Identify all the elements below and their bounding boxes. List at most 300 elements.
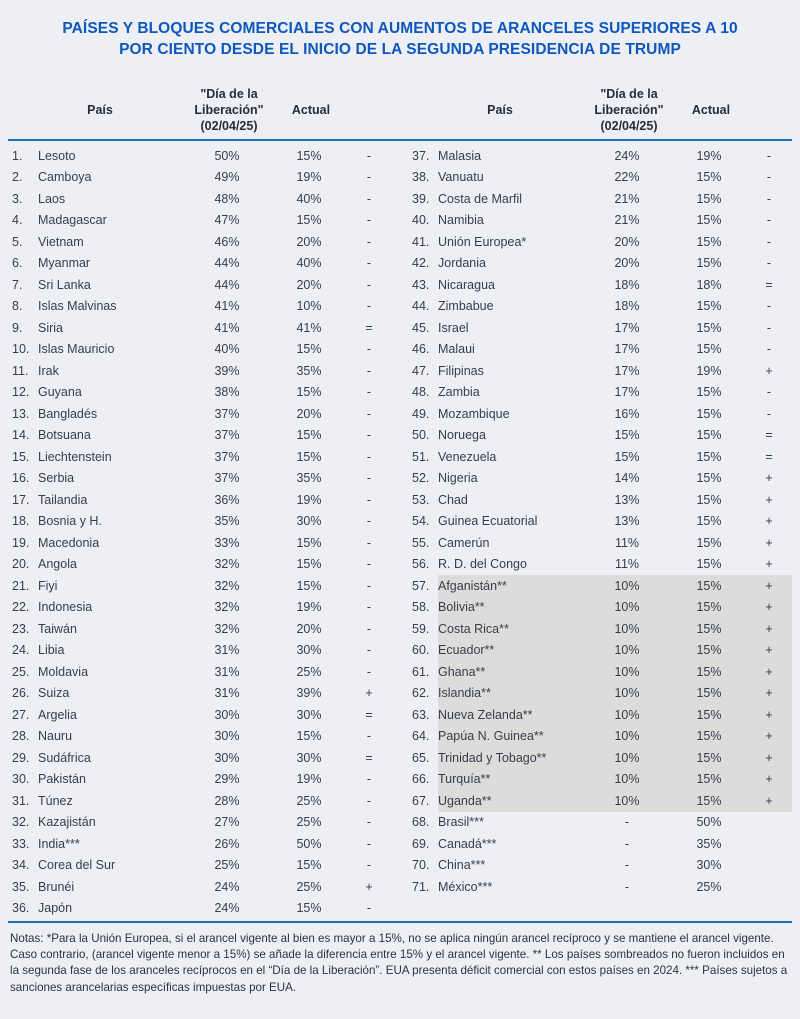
row-content <box>438 833 792 855</box>
row-content <box>38 812 392 834</box>
actual-value: 15% <box>696 471 722 486</box>
country-name: Trinidad y Tobago** <box>438 750 547 765</box>
change-symbol: - <box>366 729 372 744</box>
change-symbol: - <box>366 213 372 228</box>
actual-value: 15% <box>696 428 722 443</box>
country-name: México*** <box>438 879 493 894</box>
actual-value: 15% <box>296 213 322 228</box>
row-content <box>438 360 792 382</box>
row-number: 18. <box>12 514 30 529</box>
country-name: Afganistán** <box>438 578 507 593</box>
row-content <box>38 855 392 877</box>
actual-value: 35% <box>296 363 322 378</box>
table-column-right <box>400 145 800 919</box>
liberation-value: 10% <box>614 578 640 593</box>
row-content <box>438 554 792 576</box>
actual-value: 15% <box>296 449 322 464</box>
row-content <box>438 468 792 490</box>
country-name: Filipinas <box>438 363 484 378</box>
change-symbol: - <box>366 514 372 529</box>
change-symbol: - <box>366 428 372 443</box>
liberation-value: 37% <box>214 406 240 421</box>
actual-value: 15% <box>296 148 322 163</box>
change-symbol: + <box>765 729 773 744</box>
row-number: 4. <box>12 213 23 228</box>
row-number: 68. <box>412 815 430 830</box>
change-symbol: - <box>366 578 372 593</box>
change-symbol: = <box>365 707 373 722</box>
liberation-value: 36% <box>214 492 240 507</box>
liberation-value: 44% <box>214 256 240 271</box>
table-row <box>0 231 400 253</box>
table-row <box>0 726 400 748</box>
row-number: 66. <box>412 772 430 787</box>
table-row <box>400 661 800 683</box>
change-symbol: - <box>366 643 372 658</box>
header-actual-label: Actual <box>291 103 331 117</box>
table-row <box>0 898 400 920</box>
change-symbol: + <box>765 793 773 808</box>
change-symbol: - <box>366 557 372 572</box>
row-number: 45. <box>412 320 430 335</box>
liberation-value: 41% <box>214 320 240 335</box>
row-number: 24. <box>12 643 30 658</box>
row-number: 63. <box>412 707 430 722</box>
change-symbol: - <box>366 836 372 851</box>
row-number: 47. <box>412 363 430 378</box>
row-content <box>438 382 792 404</box>
actual-value: 25% <box>296 664 322 679</box>
row-number: 22. <box>12 600 30 615</box>
row-content <box>438 683 792 705</box>
row-number: 16. <box>12 471 30 486</box>
change-symbol: - <box>766 406 772 421</box>
country-name: Nigeria <box>438 471 478 486</box>
actual-value: 35% <box>296 471 322 486</box>
actual-value: 30% <box>696 858 722 873</box>
table-row <box>400 274 800 296</box>
table-row <box>0 274 400 296</box>
table-row <box>0 597 400 619</box>
country-name: Jordania <box>438 256 486 271</box>
table-row <box>0 876 400 898</box>
liberation-value: 29% <box>214 772 240 787</box>
liberation-value: 20% <box>614 234 640 249</box>
row-number: 12. <box>12 385 30 400</box>
table-row <box>400 511 800 533</box>
actual-value: 30% <box>296 750 322 765</box>
row-number: 40. <box>412 213 430 228</box>
row-content <box>38 618 392 640</box>
change-symbol: - <box>366 535 372 550</box>
change-symbol: = <box>765 428 773 443</box>
table-row <box>0 790 400 812</box>
liberation-value: 14% <box>614 471 640 486</box>
liberation-value: 24% <box>614 148 640 163</box>
change-symbol: + <box>765 772 773 787</box>
table-row <box>400 812 800 834</box>
notes-text: Notas: *Para la Unión Europea, si el arancel vigente al bien es mayor a 15%, no se aplica ningún arancel recíproco y se mantiene el arancel vigente. Caso contrario, (arancel vigente menor a 15%) se añade la diferencia entre 15% y el arancel vigente. ** Los países sombreados no fueron incluidos en la segunda fase de los aranceles recíprocos en el “Día de la Liberación”. EUA presenta déficit comercial con estos países en 2024. *** Países sujetos a sanciones arancelarias específicas impuestas por EUA. <box>10 932 788 994</box>
actual-value: 15% <box>696 557 722 572</box>
actual-value: 40% <box>296 191 322 206</box>
row-content <box>38 661 392 683</box>
change-symbol: - <box>766 342 772 357</box>
row-content <box>38 167 392 189</box>
change-symbol: - <box>366 858 372 873</box>
liberation-value: 47% <box>214 213 240 228</box>
actual-value: 20% <box>296 234 322 249</box>
actual-value: 25% <box>296 793 322 808</box>
country-name: Macedonia <box>38 535 100 550</box>
table-row <box>0 661 400 683</box>
table-row <box>0 296 400 318</box>
table-row <box>400 704 800 726</box>
row-number: 39. <box>412 191 430 206</box>
actual-value: 15% <box>696 385 722 400</box>
table-row <box>400 468 800 490</box>
change-symbol: + <box>365 879 373 894</box>
country-name: Camboya <box>38 170 92 185</box>
table-row <box>0 360 400 382</box>
change-symbol: - <box>766 299 772 314</box>
liberation-value: - <box>624 815 630 830</box>
country-name: Bangladés <box>38 406 98 421</box>
row-number: 71. <box>412 879 430 894</box>
liberation-value: - <box>624 879 630 894</box>
change-symbol: - <box>766 170 772 185</box>
country-name: Corea del Sur <box>38 858 116 873</box>
change-symbol: - <box>366 793 372 808</box>
row-content <box>438 253 792 275</box>
row-number: 54. <box>412 514 430 529</box>
table-row <box>400 575 800 597</box>
table-row <box>400 188 800 210</box>
change-symbol: - <box>366 621 372 636</box>
country-name: Moldavia <box>38 664 89 679</box>
row-number: 67. <box>412 793 430 808</box>
table-row <box>0 511 400 533</box>
row-number: 62. <box>412 686 430 701</box>
liberation-value: 10% <box>614 664 640 679</box>
row-number: 19. <box>12 535 30 550</box>
liberation-value: 37% <box>214 471 240 486</box>
row-content <box>38 876 392 898</box>
country-name: Bolivia** <box>438 600 485 615</box>
change-symbol: - <box>766 385 772 400</box>
table-row <box>0 683 400 705</box>
liberation-value: 21% <box>614 213 640 228</box>
change-symbol: - <box>366 815 372 830</box>
liberation-value: 10% <box>614 600 640 615</box>
row-content <box>438 511 792 533</box>
actual-value: 15% <box>296 535 322 550</box>
change-symbol: + <box>765 643 773 658</box>
row-number: 69. <box>412 836 430 851</box>
table-row <box>400 317 800 339</box>
row-content <box>38 468 392 490</box>
country-name: Indonesia <box>38 600 93 615</box>
country-name: Suiza <box>38 686 70 701</box>
liberation-value: 31% <box>214 686 240 701</box>
row-number: 70. <box>412 858 430 873</box>
row-number: 14. <box>12 428 30 443</box>
row-content <box>38 339 392 361</box>
country-name: Zimbabue <box>438 299 494 314</box>
liberation-value: 28% <box>214 793 240 808</box>
change-symbol: - <box>366 363 372 378</box>
row-number: 38. <box>412 170 430 185</box>
actual-value: 30% <box>296 643 322 658</box>
liberation-value: 13% <box>614 492 640 507</box>
table-row <box>400 726 800 748</box>
row-content <box>38 317 392 339</box>
country-name: Fiyi <box>38 578 58 593</box>
table-row <box>0 833 400 855</box>
row-content <box>438 575 792 597</box>
change-symbol: + <box>765 621 773 636</box>
row-number: 15. <box>12 449 30 464</box>
actual-value: 30% <box>296 514 322 529</box>
row-content <box>38 145 392 167</box>
change-symbol: - <box>366 471 372 486</box>
country-name: Sudáfrica <box>38 750 91 765</box>
liberation-value: 21% <box>614 191 640 206</box>
row-content <box>38 833 392 855</box>
header-divider-line <box>8 139 792 141</box>
row-content <box>38 446 392 468</box>
country-name: Liechtenstein <box>38 449 112 464</box>
actual-value: 15% <box>296 428 322 443</box>
country-name: R. D. del Congo <box>438 557 527 572</box>
actual-value: 15% <box>696 535 722 550</box>
table-row <box>400 618 800 640</box>
row-content <box>38 704 392 726</box>
country-name: Guinea Ecuatorial <box>438 514 538 529</box>
actual-value: 15% <box>696 643 722 658</box>
row-content <box>38 360 392 382</box>
country-name: Malasia <box>438 148 482 163</box>
row-content <box>438 274 792 296</box>
row-number: 36. <box>12 901 30 916</box>
table-row <box>0 210 400 232</box>
liberation-value: 15% <box>614 428 640 443</box>
change-symbol: - <box>766 213 772 228</box>
table-row <box>0 618 400 640</box>
change-symbol: - <box>366 772 372 787</box>
liberation-value: 10% <box>614 643 640 658</box>
change-symbol: + <box>765 600 773 615</box>
row-number: 49. <box>412 406 430 421</box>
liberation-value: 16% <box>614 406 640 421</box>
country-name: Lesoto <box>38 148 76 163</box>
table-row <box>0 253 400 275</box>
country-name: Vietnam <box>38 234 84 249</box>
actual-value: 15% <box>296 342 322 357</box>
change-symbol: - <box>766 256 772 271</box>
row-content <box>438 747 792 769</box>
row-number: 44. <box>412 299 430 314</box>
row-number: 51. <box>412 449 430 464</box>
liberation-value: 10% <box>614 686 640 701</box>
row-content <box>438 790 792 812</box>
actual-value: 15% <box>296 729 322 744</box>
row-number: 7. <box>12 277 23 292</box>
row-content <box>438 812 792 834</box>
actual-value: 15% <box>696 449 722 464</box>
table-row <box>400 382 800 404</box>
country-name: Israel <box>438 320 469 335</box>
row-content <box>38 489 392 511</box>
row-number: 2. <box>12 170 23 185</box>
row-content <box>38 296 392 318</box>
row-number: 8. <box>12 299 23 314</box>
row-content <box>438 210 792 232</box>
actual-value: 19% <box>296 492 322 507</box>
country-name: Unión Europea* <box>438 234 527 249</box>
row-number: 21. <box>12 578 30 593</box>
change-symbol: = <box>365 320 373 335</box>
table-row <box>400 339 800 361</box>
liberation-value: 24% <box>214 879 240 894</box>
liberation-value: 10% <box>614 621 640 636</box>
change-symbol: = <box>765 449 773 464</box>
row-content <box>38 532 392 554</box>
actual-value: 15% <box>696 750 722 765</box>
country-name: China*** <box>438 858 486 873</box>
row-content <box>38 575 392 597</box>
row-number: 30. <box>12 772 30 787</box>
country-name: Myanmar <box>38 256 91 271</box>
table-row <box>0 468 400 490</box>
liberation-value: 30% <box>214 729 240 744</box>
liberation-value: 41% <box>214 299 240 314</box>
table-row <box>0 188 400 210</box>
table-row <box>400 855 800 877</box>
change-symbol: + <box>765 750 773 765</box>
country-name: Irak <box>38 363 59 378</box>
table-row <box>400 876 800 898</box>
row-content <box>438 317 792 339</box>
country-name: Uganda** <box>438 793 492 808</box>
liberation-value: 17% <box>614 363 640 378</box>
liberation-value: 17% <box>614 342 640 357</box>
liberation-value: 11% <box>614 535 640 550</box>
change-symbol: + <box>765 535 773 550</box>
liberation-value: 18% <box>614 277 640 292</box>
row-number: 23. <box>12 621 30 636</box>
liberation-value: 18% <box>614 299 640 314</box>
actual-value: 20% <box>296 621 322 636</box>
table-header-right <box>400 86 800 134</box>
change-symbol: - <box>366 299 372 314</box>
row-number: 37. <box>412 148 430 163</box>
table-row <box>0 640 400 662</box>
row-content <box>438 489 792 511</box>
actual-value: 25% <box>696 879 722 894</box>
row-content <box>438 425 792 447</box>
liberation-value: 10% <box>614 750 640 765</box>
change-symbol: - <box>366 256 372 271</box>
table-row <box>0 382 400 404</box>
row-number: 28. <box>12 729 30 744</box>
country-name: Madagascar <box>38 213 107 228</box>
actual-value: 25% <box>296 815 322 830</box>
row-content <box>438 661 792 683</box>
country-name: Nicaragua <box>438 277 495 292</box>
table-row <box>400 296 800 318</box>
row-content <box>38 769 392 791</box>
actual-value: 10% <box>296 299 322 314</box>
change-symbol: - <box>366 406 372 421</box>
row-number: 43. <box>412 277 430 292</box>
row-number: 35. <box>12 879 30 894</box>
country-name: Turquía** <box>438 772 491 787</box>
country-name: Túnez <box>38 793 73 808</box>
actual-value: 19% <box>696 148 722 163</box>
liberation-value: 44% <box>214 277 240 292</box>
row-content <box>38 274 392 296</box>
country-name: Ghana** <box>438 664 486 679</box>
table-column-left <box>0 145 400 919</box>
header-liberation-label: "Día de la Liberación" (02/04/25) <box>194 87 264 133</box>
header-liberation-label: "Día de la Liberación" (02/04/25) <box>594 87 664 133</box>
row-content <box>38 683 392 705</box>
liberation-value: 25% <box>214 858 240 873</box>
liberation-value: - <box>624 836 630 851</box>
row-content <box>38 425 392 447</box>
row-number: 27. <box>12 707 30 722</box>
liberation-value: 22% <box>614 170 640 185</box>
liberation-value: 10% <box>614 729 640 744</box>
row-content <box>438 532 792 554</box>
table-row <box>400 640 800 662</box>
row-number: 29. <box>12 750 30 765</box>
country-name: Kazajistán <box>38 815 96 830</box>
row-content <box>438 231 792 253</box>
liberation-value: 27% <box>214 815 240 830</box>
actual-value: 19% <box>696 363 722 378</box>
actual-value: 15% <box>696 213 722 228</box>
liberation-value: 17% <box>614 320 640 335</box>
row-content <box>38 597 392 619</box>
actual-value: 15% <box>696 492 722 507</box>
change-symbol: - <box>766 191 772 206</box>
change-symbol: - <box>366 170 372 185</box>
liberation-value: 31% <box>214 643 240 658</box>
row-number: 60. <box>412 643 430 658</box>
table-row <box>0 532 400 554</box>
change-symbol: - <box>366 385 372 400</box>
table-body <box>0 145 800 919</box>
row-number: 25. <box>12 664 30 679</box>
table-row <box>0 554 400 576</box>
row-content <box>438 876 792 898</box>
row-number: 48. <box>412 385 430 400</box>
country-name: Malaui <box>438 342 475 357</box>
row-content <box>38 188 392 210</box>
page <box>0 18 800 1019</box>
actual-value: 40% <box>296 256 322 271</box>
row-number: 13. <box>12 406 30 421</box>
row-number: 52. <box>412 471 430 486</box>
table-row <box>400 167 800 189</box>
change-symbol: + <box>765 557 773 572</box>
country-name: Papúa N. Guinea** <box>438 729 544 744</box>
row-number: 53. <box>412 492 430 507</box>
actual-value: 15% <box>696 729 722 744</box>
table-row <box>0 812 400 834</box>
row-number: 61. <box>412 664 430 679</box>
